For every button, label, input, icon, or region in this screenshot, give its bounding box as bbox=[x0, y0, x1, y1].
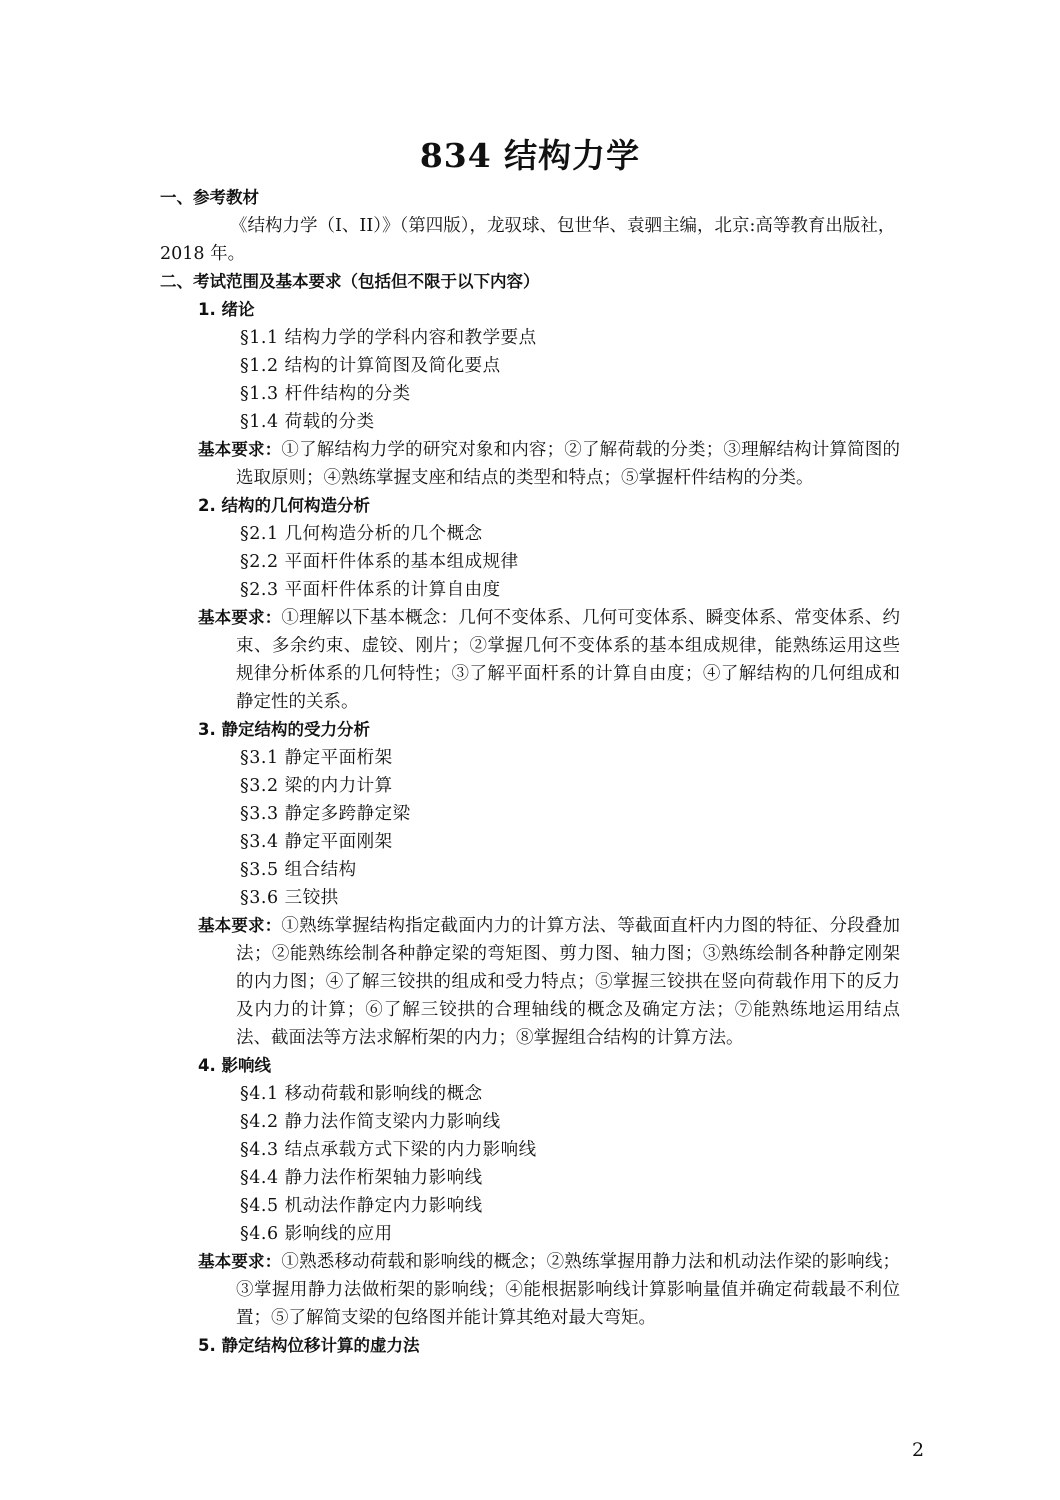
page-title: 834 结构力学 bbox=[419, 136, 641, 175]
chapter-3-item: §3.2 梁的内力计算 bbox=[240, 776, 393, 796]
requirements-text: ①熟悉移动荷载和影响线的概念；②熟练掌握用静力法和机动法作梁的影响线；③掌握用静力法做桁架的影响线；④能根据影响线计算影响量值并确定荷载最不利位置；⑤了解简支梁的包络图并能计算其绝对最大弯矩。 bbox=[236, 1252, 901, 1328]
chapter-heading-5: 5. 静定结构位移计算的虚力法 bbox=[198, 1336, 420, 1355]
chapter-4-item: §4.3 结点承载方式下梁的内力影响线 bbox=[240, 1140, 537, 1160]
chapter-1-item: §1.4 荷载的分类 bbox=[240, 412, 375, 432]
chapter-1-item: §1.3 杆件结构的分类 bbox=[240, 384, 411, 404]
requirements-text: ①熟练掌握结构指定截面内力的计算方法、等截面直杆内力图的特征、分段叠加法；②能熟练绘制各种静定梁的弯矩图、剪力图、轴力图；③熟练绘制各种静定刚架的内力图；④了解三铰拱的组成和受力特点；⑤掌握三铰拱在竖向荷载作用下的反力及内力的计算；⑥了解三铰拱的合理轴线的概念及确定方法；⑦能熟练地运用结点法、截面法等方法求解桁架的内力；⑧掌握组合结构的计算方法。 bbox=[236, 916, 901, 1048]
chapter-1-item: §1.1 结构力学的学科内容和教学要点 bbox=[240, 328, 537, 348]
chapter-3-item: §3.1 静定平面桁架 bbox=[240, 748, 393, 768]
chapter-heading-1: 1. 绪论 bbox=[198, 300, 255, 319]
chapter-4-item: §4.1 移动荷载和影响线的概念 bbox=[240, 1084, 483, 1104]
page-number: 2 bbox=[912, 1439, 925, 1461]
chapter-1-item: §1.2 结构的计算简图及简化要点 bbox=[240, 356, 501, 376]
section-heading-reference: 一、参考教材 bbox=[160, 188, 259, 207]
chapter-3-requirements bbox=[198, 912, 900, 1052]
requirements-label: 基本要求： bbox=[198, 916, 282, 935]
reference-text: 《结构力学（I、II）》（第四版），龙驭球、包世华、袁驷主编，北京:高等教育出版社，2018 年。 bbox=[160, 216, 896, 264]
requirements-text: ①了解结构力学的研究对象和内容；②了解荷载的分类；③理解结构计算简图的选取原则；④熟练掌握支座和结点的类型和特点；⑤掌握杆件结构的分类。 bbox=[236, 440, 901, 488]
requirements-text: ①理解以下基本概念：几何不变体系、几何可变体系、瞬变体系、常变体系、约束、多余约束、虚铰、刚片；②掌握几何不变体系的基本组成规律，能熟练运用这些规律分析体系的几何特性；③了解平面杆系的计算自由度；④了解结构的几何组成和静定性的关系。 bbox=[236, 608, 901, 712]
chapter-2-requirements bbox=[198, 604, 900, 716]
chapter-3-item: §3.5 组合结构 bbox=[240, 860, 357, 880]
section-heading-scope: 二、考试范围及基本要求（包括但不限于以下内容） bbox=[160, 272, 540, 291]
chapter-3-item: §3.3 静定多跨静定梁 bbox=[240, 804, 411, 824]
chapter-heading-3: 3. 静定结构的受力分析 bbox=[198, 720, 370, 739]
chapter-4-item: §4.4 静力法作桁架轴力影响线 bbox=[240, 1168, 483, 1188]
chapter-heading-2: 2. 结构的几何构造分析 bbox=[198, 496, 370, 515]
chapter-3-item: §3.4 静定平面刚架 bbox=[240, 832, 393, 852]
requirements-label: 基本要求： bbox=[198, 1252, 282, 1271]
requirements-label: 基本要求： bbox=[198, 440, 282, 459]
chapter-2-item: §2.3 平面杆件体系的计算自由度 bbox=[240, 580, 501, 600]
chapter-4-item: §4.2 静力法作简支梁内力影响线 bbox=[240, 1112, 501, 1132]
chapter-4-item: §4.6 影响线的应用 bbox=[240, 1224, 393, 1244]
requirements-label: 基本要求： bbox=[198, 608, 282, 627]
chapter-2-item: §2.1 几何构造分析的几个概念 bbox=[240, 524, 483, 544]
chapter-1-requirements bbox=[198, 436, 900, 492]
chapter-heading-4: 4. 影响线 bbox=[198, 1056, 271, 1075]
chapter-4-item: §4.5 机动法作静定内力影响线 bbox=[240, 1196, 483, 1216]
document-body bbox=[160, 184, 900, 1360]
chapter-2-item: §2.2 平面杆件体系的基本组成规律 bbox=[240, 552, 519, 572]
chapter-4-requirements bbox=[198, 1248, 900, 1332]
chapter-3-item: §3.6 三铰拱 bbox=[240, 888, 339, 908]
